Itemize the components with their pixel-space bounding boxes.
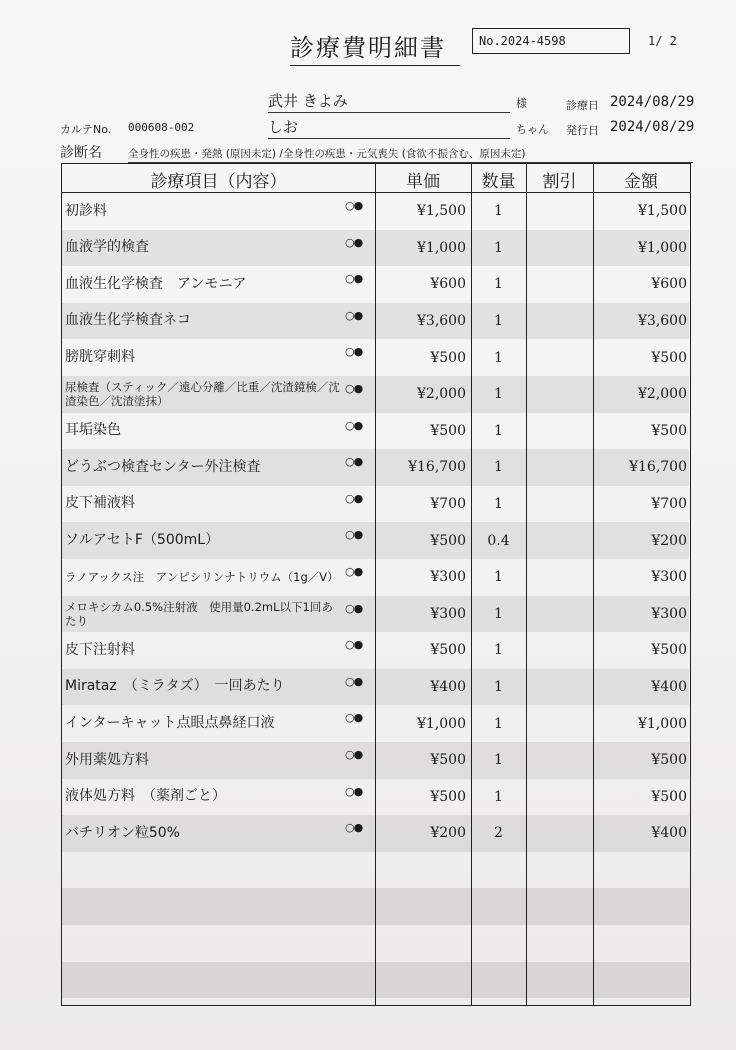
item-price: ¥500	[430, 422, 466, 439]
owner-name: 武井 きよみ	[268, 90, 510, 113]
table-row	[62, 486, 689, 523]
empty-row	[62, 925, 689, 962]
item-qty: 1	[494, 386, 503, 403]
item-amount: ¥3,600	[638, 313, 687, 330]
table-row	[62, 522, 689, 559]
status-marks-icon: ○●	[345, 235, 363, 249]
empty-row	[62, 852, 689, 889]
item-amount: ¥500	[651, 349, 687, 366]
table-row	[62, 632, 689, 669]
item-qty: 1	[494, 752, 503, 769]
item-name: 膀胱穿刺料	[65, 348, 135, 365]
exam-date-value: 2024/08/29	[610, 94, 695, 110]
status-marks-icon: ○●	[345, 784, 363, 798]
header-price: 単価	[406, 172, 440, 192]
page-number: 1/ 2	[648, 34, 677, 48]
table-row	[62, 339, 689, 376]
status-marks-icon: ○●	[345, 711, 363, 725]
empty-row	[62, 888, 689, 925]
item-name: Mirataz （ミラタズ） 一回あたり	[65, 678, 285, 695]
item-amount: ¥1,000	[638, 715, 687, 732]
item-qty: 1	[494, 715, 503, 732]
item-price: ¥500	[430, 788, 466, 805]
item-price: ¥500	[430, 752, 466, 769]
item-qty: 1	[494, 313, 503, 330]
status-marks-icon: ○●	[345, 528, 363, 542]
item-qty: 1	[494, 496, 503, 513]
status-marks-icon: ○●	[345, 345, 363, 359]
status-marks-icon: ○●	[345, 272, 363, 286]
item-name: ラノアックス注 アンピシリンナトリウム（1g／V）	[65, 570, 339, 585]
owner-suffix: 様	[516, 97, 527, 110]
item-price: ¥500	[430, 532, 466, 549]
item-qty: 1	[494, 605, 503, 622]
billing-table	[61, 163, 691, 1006]
item-qty: 1	[494, 642, 503, 659]
status-marks-icon: ○●	[345, 601, 363, 615]
item-price: ¥700	[430, 496, 466, 513]
item-amount: ¥300	[651, 569, 687, 586]
item-price: ¥300	[430, 605, 466, 622]
status-marks-icon: ○●	[345, 565, 363, 578]
status-marks-icon: ○●	[345, 491, 363, 505]
header-amount: 金額	[624, 172, 658, 192]
item-qty: 1	[494, 569, 503, 586]
empty-row	[62, 962, 689, 999]
item-name: 外用薬処方料	[65, 751, 149, 768]
item-amount: ¥2,000	[638, 386, 687, 403]
item-qty: 2	[494, 825, 503, 842]
table-row	[62, 815, 689, 852]
item-amount: ¥500	[651, 788, 687, 805]
table-row	[62, 303, 689, 340]
table-row	[62, 193, 689, 230]
item-price: ¥400	[430, 679, 466, 696]
pet-name: しお	[268, 116, 510, 139]
item-qty: 1	[494, 788, 503, 805]
item-name: 皮下注射料	[65, 641, 135, 658]
status-marks-icon: ○●	[345, 821, 363, 835]
status-marks-icon: ○●	[345, 382, 363, 395]
table-row	[62, 559, 689, 596]
table-row	[62, 705, 689, 742]
item-price: ¥1,000	[417, 239, 466, 256]
item-price: ¥300	[430, 569, 466, 586]
item-amount: ¥1,500	[638, 203, 687, 220]
item-name: メロキシカム0.5%注射液 使用量0.2mL以下1回あたり	[65, 599, 333, 628]
page-title: 診療費明細書	[290, 28, 460, 66]
item-amount: ¥500	[651, 642, 687, 659]
item-qty: 1	[494, 276, 503, 293]
item-qty: 0.4	[487, 532, 510, 549]
item-price: ¥1,500	[417, 203, 466, 220]
item-price: ¥600	[430, 276, 466, 293]
exam-date-label: 診療日	[566, 99, 599, 112]
item-name: 血液生化学検査 アンモニア	[65, 275, 247, 292]
item-amount: ¥700	[651, 496, 687, 513]
item-qty: 1	[494, 679, 503, 696]
diagnosis-label: 診断名	[60, 145, 102, 161]
item-amount: ¥500	[651, 752, 687, 769]
item-name: ソルアセトF（500mL）	[65, 531, 220, 548]
header-item: 診療項目（内容）	[150, 172, 287, 192]
karte-label: カルテNo.	[60, 123, 112, 136]
issue-date-value: 2024/08/29	[610, 119, 695, 135]
item-amount: ¥400	[651, 825, 687, 842]
item-name: インターキャット点眼点鼻経口液	[65, 714, 275, 731]
table-row	[62, 779, 689, 816]
item-name: 耳垢染色	[65, 422, 121, 439]
item-name: 尿検査（スティック／遠心分離／比重／沈渣鏡検／沈渣染色／沈渣塗抹）	[65, 379, 340, 409]
item-price: ¥200	[430, 825, 466, 842]
status-marks-icon: ○●	[345, 418, 363, 432]
table-row	[62, 413, 689, 450]
item-amount: ¥200	[651, 532, 687, 549]
item-qty: 1	[494, 459, 503, 476]
status-marks-icon: ○●	[345, 674, 363, 688]
item-name: 初診料	[65, 202, 107, 219]
status-marks-icon: ○●	[345, 638, 363, 652]
item-price: ¥3,600	[417, 313, 466, 330]
status-marks-icon: ○●	[345, 748, 363, 761]
table-row	[62, 449, 689, 486]
item-price: ¥1,000	[417, 715, 466, 732]
item-price: ¥2,000	[417, 386, 466, 403]
header-discount: 割引	[542, 172, 577, 192]
item-name: 血液生化学検査ネコ	[65, 312, 191, 329]
table-row	[62, 376, 689, 413]
status-marks-icon: ○●	[345, 308, 363, 322]
item-name: 皮下補液料	[65, 495, 135, 512]
item-price: ¥500	[430, 642, 466, 659]
header-qty: 数量	[481, 172, 516, 192]
table-row	[62, 669, 689, 706]
pet-suffix: ちゃん	[516, 123, 549, 136]
item-name: どうぶつ検査センター外注検査	[65, 458, 261, 475]
item-amount: ¥1,000	[638, 239, 687, 256]
item-qty: 1	[494, 203, 503, 220]
item-amount: ¥400	[651, 679, 687, 696]
table-row	[62, 596, 689, 633]
item-amount: ¥600	[651, 276, 687, 293]
status-marks-icon: ○●	[345, 455, 363, 469]
diagnosis-value: 全身性の疾患・発熱 (原因未定) /全身性の疾患・元気喪失 (食欲不振含む、原因未定)	[128, 146, 693, 163]
item-name: バチリオン粒50%	[65, 824, 180, 841]
item-name: 血液学的検査	[65, 239, 149, 256]
item-qty: 1	[494, 349, 503, 366]
item-price: ¥500	[430, 349, 466, 366]
item-qty: 1	[494, 422, 503, 439]
item-name: 液体処方料 （薬剤ごと）	[65, 788, 226, 805]
document-number: No.2024-4598	[472, 28, 630, 54]
issue-date-label: 発行日	[566, 124, 599, 137]
item-amount: ¥500	[651, 422, 687, 439]
item-price: ¥16,700	[408, 459, 466, 476]
table-row	[62, 266, 689, 303]
karte-number: 000608-002	[128, 121, 195, 134]
status-marks-icon: ○●	[345, 199, 363, 212]
table-row	[62, 230, 689, 267]
item-amount: ¥300	[651, 605, 687, 622]
table-row	[62, 742, 689, 779]
item-amount: ¥16,700	[629, 459, 687, 476]
item-qty: 1	[494, 239, 503, 256]
